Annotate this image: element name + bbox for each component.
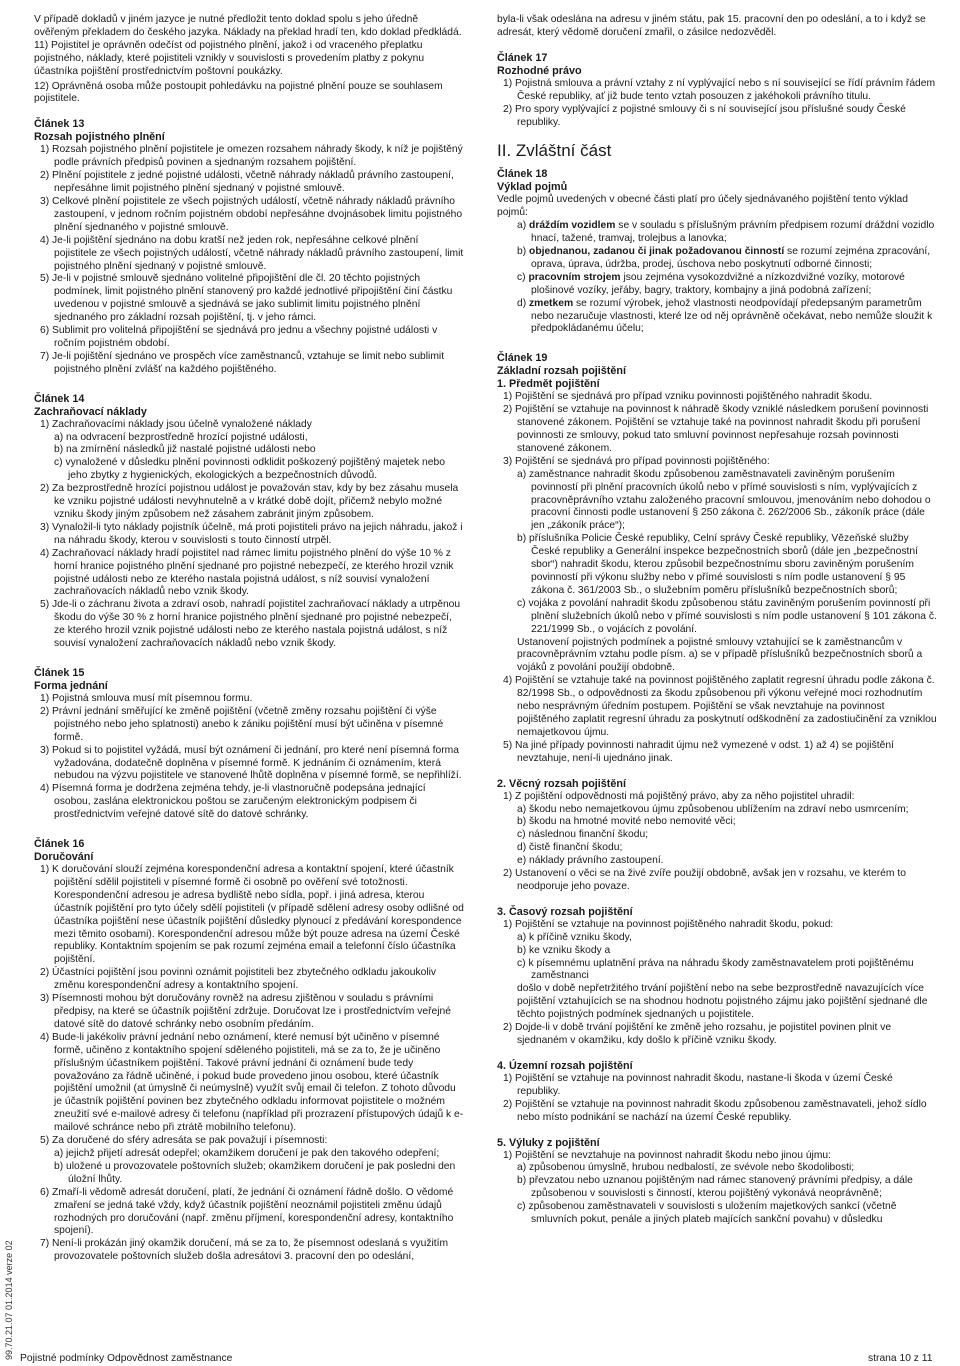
s1-letter: c) vojáka z povolání nahradit škodu způsobenou státu zaviněným porušením povinností při plnění služebních úkolů nebo v přímé souvislosti s ním podle ustanovení § 101 zákona č. 221/1999 Sb., o vojácích z povolání.	[517, 597, 937, 635]
a18-letter-text: se v souladu s příslušným právním předpisem rozumí dráždní vozidlo hnací, tažené, tramvaj, trolejbus a lanovka;	[531, 220, 935, 245]
page-number: strana 10 z 11	[868, 1353, 933, 1364]
a18-term: pracovním strojem	[528, 271, 621, 283]
a18-letter-prefix: d)	[517, 297, 530, 309]
a16-letter: a) jejichž přijetí adresát odepřel; okamžikem doručení je pak den takového odepření;	[54, 1147, 440, 1159]
s3-continuation: došlo v době nepřetržitého trvání pojištění nebo na sebe bezprostředně navazujících více pojištění vztahujících se na shodnou hodnotu pojistného zájmu jako pojištění sjednané dle těchto pojistných podmínek sjednaných u pojistitele.	[517, 983, 928, 1021]
a14-item: 2) Za bezprostředně hrozící pojistnou událost je považován stav, kdy by bez zásahu musela ke vzniku pojistné události nevyhnutelně a v krátké době dojít, přičemž nebylo možné vzniku škody jiným způsobem než zásahem zabránit jiným způsobem.	[40, 483, 459, 520]
a16-item: 3) Písemnosti mohou být doručovány rovněž na adresu zjištěnou v souladu s právními předpisy, na které se účastník pojištění zdržuje. Doručovat lze i prostřednictvím veřejné datové sítě do datové schránky nebo osobním předáním.	[40, 993, 451, 1030]
s3-item: 2) Dojde-li v době trvání pojištění ke změně jeho rozsahu, je pojistitel povinen plnit ve sjednaném v okamžiku, kdy došlo k příčině vzniku škody.	[503, 1022, 892, 1046]
a18-letter	[497, 298, 937, 337]
a14-letter: a) na odvracení bezprostředně hrozící pojistné události,	[54, 431, 308, 443]
s5-letter: c) způsobenou zaměstnavateli v souvislosti s uložením majetkových sankcí (včetně smluvních pokut, penále a jiných plateb majících sankční povahu) v důsledku	[517, 1201, 897, 1226]
article-19-title: Článek 19	[497, 352, 548, 365]
s5-letter: b) převzatou nebo uznanou pojištěným nad rámec stanovený právními předpisy, a dále způsobenou v souvislosti s činností, kterou pojištěný vykonává neoprávněně;	[517, 1175, 913, 1200]
a14-item: 5) Jde-li o záchranu života a zdraví osob, nahradí pojistitel zachraňovací náklady a utrpěnou škodu do výše 30 % z horní hranice pojistného plnění sjednané pro pojistné nebezpečí, ze kterého hrozil vznik pojistné události nebo ze kterého nastala pojistná událost, s níž souvisí vynaložení zachraňovacích nákladů nebo vznik škody.	[40, 599, 461, 650]
a18-letter-prefix: c)	[517, 271, 529, 283]
intro-paragraph: V případě dokladů v jiném jazyce je nutné předložit tento doklad spolu s jeho úředně ověřeným překladem do českého jazyka. Náklady na překlad hradí ten, kdo doklad předkládá.	[34, 14, 462, 38]
a16-item: 2) Účastníci pojištění jsou povinni oznámit pojistiteli bez zbytečného odkladu jakoukoliv změnu korespondenční adresy a kontaktního spojení.	[40, 967, 437, 992]
article-16-subtitle: Doručování	[34, 851, 94, 864]
a13-item: 7) Je-li pojištění sjednáno ve prospěch více zaměstnanců, vztahuje se limit nebo sublimit pojistného plnění zvlášť na každého pojištěného.	[40, 350, 445, 375]
part-heading: II. Zvláštní část	[497, 141, 612, 161]
a14-item: 1) Zachraňovacími náklady jsou účelně vynaložené náklady	[40, 418, 312, 430]
a18-intro: Vedle pojmů uvedených v obecné části platí pro účely sjednávaného pojištění tento výklad pojmů:	[497, 194, 908, 219]
s2-letter: b) škodu na hmotné movité nebo nemovité věci;	[517, 816, 736, 828]
s3-letter: c) k písemnému uplatnění práva na náhradu škody zaměstnavatelem proti pojištěnému zaměstnanci	[517, 957, 914, 982]
a14-item: 3) Vynaložil-li tyto náklady pojistník účelně, má proti pojistiteli právo na jejich náhradu, jakož i na náhradu škody, kterou v souvislosti s touto činností utrpěl.	[40, 521, 463, 546]
a13-item: 4) Je-li pojištění sjednáno na dobu kratší než jeden rok, nepřesáhne celkové plnění pojistitele ze všech pojistných událostí, včetně náhrady nákladů právního zastoupení, limit pojistného plnění sjednaný v pojistné smlouvě.	[40, 234, 464, 272]
a18-letter-text: jsou zejména vysokozdvižné a nízkozdvižné vozíky, motorové plošinové vozíky, jeřáby, bagry, traktory, kombajny a jiná podobná zařízení;	[531, 271, 905, 296]
article-13-subtitle: Rozsah pojistného plnění	[34, 131, 165, 144]
s1-item: 3) Pojištění se sjednává pro případ povinnosti pojištěného:	[503, 455, 770, 467]
a16-item: 6) Zmaří-li vědomě adresát doručení, platí, že jednání či oznámení řádně došlo. O vědomé zmaření se jedná také vždy, když účastník pojištění neoznámil pojistiteli změnu údajů rozhodných pro doručování (např. změnu příjmení, korespondenční adresy, kontaktního spojení).	[40, 1186, 454, 1237]
a13-item: 1) Rozsah pojistného plnění pojistitele je omezen rozsahem náhrady škody, k níž je pojištěný podle právních předpisů povinen a sjednaným rozsahem pojištění.	[40, 144, 463, 169]
section-5-title: 5. Výluky z pojištění	[497, 1136, 600, 1149]
s1-item: 5) Na jiné případy povinnosti nahradit újmu než vymezené v odst. 1) až 4) se pojištění nevztahuje, není-li ujednáno jinak.	[503, 739, 894, 764]
paragraph-11: 11) Pojistitel je oprávněn odečíst od pojistného plnění, jakož i od vraceného přeplatku pojistného, náklady, které pojistiteli vznikly v souvislosti s provedením platby z pokynu účastníka pojištění prostřednictvím poštovní poukázky.	[34, 39, 425, 77]
article-14-title: Článek 14	[34, 392, 85, 405]
a18-letter-prefix: b)	[517, 245, 530, 257]
s2-letter: d) čistě finanční škodu;	[517, 842, 623, 854]
a13-item: 5) Je-li v pojistné smlouvě sjednáno volitelné připojištění dle čl. 20 těchto pojistných podmínek, limit pojistného plnění stanovený pro každé jednotlivé připojištění činí částku uvedenou v pojistné smlouvě a sjednává se jako sublimit limitu pojistného plnění sjednaného pro základní rozsah pojištění, tj. v jeho rámci.	[40, 273, 453, 324]
a18-letter-text: se rozumí výrobek, jehož vlastnosti neodpovídají předepsaným parametrům nebo nezaručuje vlastnosti, které lze od něj oprávněně očekávat, nebo nemůže sloužit k předpokládanému účelu;	[531, 297, 933, 335]
s2-item: 1) Z pojištění odpovědnosti má pojištěný právo, aby za něho pojistitel uhradil:	[503, 790, 855, 802]
a14-letter: b) na zmírnění následků již nastalé pojistné události nebo	[54, 444, 316, 456]
article-15-subtitle: Forma jednání	[34, 679, 108, 692]
paragraph-12: 12) Oprávněná osoba může postoupit pohledávku na pojistné plnění pouze se souhlasem pojistitele.	[34, 80, 443, 105]
s4-item: 2) Pojištění se vztahuje na povinnost nahradit škodu způsobenou zaměstnavateli, jehož sídlo nebo místo podnikání se nachází na území České republiky.	[503, 1098, 927, 1123]
s1-letter: a) zaměstnance nahradit škodu způsobenou zaměstnavateli zaviněným porušením povinností při plnění pracovních úkolů nebo v přímé souvislosti s ním, vyplývajících z pracovněprávního vztahu založeného pracovní smlouvou, jmenováním nebo dohodou o pracovní činnosti podle ustanovení § 250 zákona č. 262/2006 Sb., zákoník práce (dále jen „zákoník práce“);	[517, 468, 931, 532]
s3-item: 1) Pojištění se vztahuje na povinnost pojištěného nahradit škodu, pokud:	[503, 918, 834, 930]
s1-item: 2) Pojištění se vztahuje na povinnost k náhradě škody vzniklé následkem porušení povinnosti stanovené zákonem. Pojištění se vztahuje také na povinnost nahradit škodu při porušení povinnosti ze smlouvy, pokud tato smluvní povinnost nepřesahuje rozsah povinnosti stanovené zákonem.	[503, 404, 929, 454]
article-13-title: Článek 13	[34, 118, 85, 131]
article-14-subtitle: Zachraňovací náklady	[34, 405, 147, 418]
a18-letter-prefix: a)	[517, 220, 530, 232]
section-3-title: 3. Časový rozsah pojištění	[497, 905, 633, 918]
a18-term: dráždím vozidlem	[529, 220, 616, 232]
a18-letter	[497, 220, 937, 246]
document-version-code: 99.70.21.07 01.2014 verze 02	[4, 1240, 14, 1360]
a15-item: 3) Pokud si to pojistitel vyžádá, musí být oznámení či jednání, pro které není písemná forma vyžadována, dodatečně doplněna v písemné formě. K jednáním či oznámením, která nebudou na výzvu pojistitele ve stanovené lhůtě doplněna v písemné formě, se nepřihlíží.	[40, 744, 462, 782]
right-column	[497, 14, 937, 1227]
a14-letter: c) vynaložené v důsledku plnění povinnosti odklidit poškozený pojištěný majetek nebo jeho zbytky z hygienických, ekologických a bezpečnostních důvodů.	[54, 457, 445, 482]
a15-item: 1) Pojistná smlouva musí mít písemnou formu.	[40, 692, 253, 704]
s1-item: 1) Pojištění se sjednává pro případ vzniku povinnosti pojištěného nahradit škodu.	[503, 391, 873, 403]
a15-item: 4) Písemná forma je dodržena zejména tehdy, je-li vlastnoručně podepsána jednající osobou, zaslána elektronickou poštou se zaručeným elektronickým podpisem či prostřednictvím veřejné datové sítě do datové schránky.	[40, 783, 426, 821]
left-column	[34, 14, 464, 1264]
s2-letter: e) náklady právního zastoupení.	[517, 855, 664, 867]
a13-item: 3) Celkové plnění pojistitele ze všech pojistných událostí, včetně náhrady nákladů právního zastoupení, v jednom ročním pojistném období nepřesáhne dvojnásobek limitu pojistného plnění sjednaného v pojistné smlouvě.	[40, 195, 463, 233]
a16-item: 5) Za doručené do sféry adresáta se pak považují i písemnosti:	[40, 1135, 328, 1147]
s3-letter: a) k příčině vzniku škody,	[517, 931, 632, 943]
a18-letter-text: se rozumí zejména zpracování, oprava, úprava, údržba, prodej, úschova nebo poskytnutí odborné činnosti;	[531, 245, 931, 270]
a17-item: 1) Pojistná smlouva a právní vztahy z ní vyplývající nebo s ní související se řídí právním řádem České republiky, ať již bude tento vztah posouzen z jakéhokoli právního titulu.	[503, 77, 936, 102]
section-2-title: 2. Věcný rozsah pojištění	[497, 777, 627, 790]
a16-item: 7) Není-li prokázán jiný okamžik doručení, má se za to, že písemnost odeslaná s využitím provozovatele poštovních služeb došla adresátovi 3. pracovní den po odeslání,	[40, 1238, 449, 1263]
s4-item: 1) Pojištění se vztahuje na povinnost nahradit škodu, nastane-li škoda v území České republiky.	[503, 1072, 893, 1097]
article-19-subtitle: Základní rozsah pojištění	[497, 365, 626, 378]
s2-letter: c) následnou finanční škodu;	[517, 829, 649, 841]
a16-item: 4) Bude-li jakékoliv právní jednání nebo oznámení, které nemusí být učiněno v písemné formě, učiněno z kontaktního spojení sděleného pojistiteli, má se za to, že je učiněno příslušným účastníkem pojištění. Takové právní jednání či oznámení bude tedy považováno za řádně učiněné, i pokud bude provedeno jinou osobou, které účastník pojištění umožnil (at úmyslně či neúmyslně) využít svůj email či telefon. Z tohoto důvodu je účastník pojištění povinen bez zbytečného odkladu informovat pojistitele o možném zneužití své e-mailové adresy či telefonu (například při prozrazení přístupových údajů k e-mailové schránce nebo při ztrátě mobilního telefonu).	[40, 1031, 464, 1134]
a18-term: zmetkem	[529, 297, 574, 309]
a18-term: objednanou, zadanou či jinak požadovanou činností	[529, 245, 785, 257]
article-17-subtitle: Rozhodné právo	[497, 64, 582, 77]
s2-item: 2) Ustanovení o věci se na živé zvíře použijí obdobně, avšak jen v rozsahu, ve kterém to neodporuje jeho povaze.	[503, 868, 906, 892]
a16-item: 1) K doručování slouží zejména korespondenční adresa a kontaktní spojení, které účastník pojištění sdělil pojistiteli v písemné formě či osobně po ověření své totožnosti. Korespondenční adresou je adresa bydliště nebo sídla, popř. i jiná adresa, kterou účastník pojištění pro tyto účely sdělí pojistiteli (v případě sdělení adresy osoby odlišné od účastníka pojištění nese účastník pojištění důsledky plynoucí z předávání korespondence mezi těmito osobami). Korespondenční adresou může být pouze adresa na území České republiky. Kontaktním spojením se pak rozumí zejména email a telefonní číslo účastníka pojištění.	[40, 864, 464, 966]
s5-letter: a) způsobenou úmyslně, hrubou nedbalostí, ze svévole nebo škodolibosti;	[517, 1162, 855, 1174]
section-1-title: 1. Předmět pojištění	[497, 378, 600, 391]
s1-letter: b) příslušníka Policie České republiky, Celní správy České republiky, Vězeňské služby České republiky a Generální inspekce bezpečnostních sborů (dále jen „bezpečnostní sbor“) nahradit škodu, kterou způsobil bezpečnostnímu sboru zaviněným porušením povinností při výkonu služby nebo v přímé souvislosti s ním podle ustanovení § 95 zákona č. 361/2003 Sb., o služebním poměru příslušníků bezpečnostních sborů;	[517, 533, 918, 596]
article-15-title: Článek 15	[34, 666, 85, 679]
s1-item: 4) Pojištění se vztahuje také na povinnost pojištěného zaplatit regresní úhradu podle zákona č. 82/1998 Sb., o odpovědnosti za škodu způsobenou při výkonu veřejné moci rozhodnutím nebo nesprávným úředním postupem. Pojištění se však nevztahuje na povinnost pojištěného zaplatit regresní úhradu za poskytnutí odškodnění za zadostiučinění za vzniklou nemajetkovou újmu.	[503, 675, 937, 738]
article-18-title: Článek 18	[497, 168, 548, 181]
s3-letter: b) ke vzniku škody a	[517, 944, 611, 956]
article-16-title: Článek 16	[34, 838, 85, 851]
footer-title: Pojistné podmínky Odpovědnost zaměstnance	[20, 1353, 233, 1364]
article-17-title: Článek 17	[497, 51, 548, 64]
a13-item: 2) Plnění pojistitele z jedné pojistné události, včetně náhrady nákladů právního zastoupení, nepřesáhne limit pojistného plnění sjednaný v pojistné smlouvě.	[40, 170, 454, 195]
s1-continuation: Ustanovení pojistných podmínek a pojistné smlouvy vztahující se k zaměstnancům v pracovněprávním vztahu podle písm. a) se v případě příslušníků bezpečnostních sborů a vojáků z povolání použijí obdobně.	[517, 636, 923, 674]
section-4-title: 4. Územní rozsah pojištění	[497, 1059, 633, 1072]
continued-paragraph: byla-li však odeslána na adresu v jiném státu, pak 15. pracovní den po odeslání, a to i když se adresát, který vědomě doručení zmařil, o zásilce nedozvěděl.	[497, 14, 926, 38]
a18-letter	[497, 272, 937, 298]
a15-item: 2) Právní jednání směřující ke změně pojištění (včetně změny rozsahu pojištění či výše pojistného nebo jeho splatnosti) anebo k zániku pojištění musí být učiněna v písemné formě.	[40, 705, 444, 743]
a18-letter	[497, 246, 937, 272]
a16-letter: b) uložené u provozovatele poštovních služeb; okamžikem doručení je pak posledni den úložní lhůty.	[54, 1160, 456, 1185]
a13-item: 6) Sublimit pro volitelná připojištění se sjednává pro jednu a všechny pojistné události v ročním pojistném období.	[40, 325, 438, 349]
s2-letter: a) škodu nebo nemajetkovou újmu způsobenou ublížením na zdraví nebo usmrcením;	[517, 803, 909, 815]
s5-item: 1) Pojištění se nevztahuje na povinnost nahradit škodu nebo jinou újmu:	[503, 1149, 831, 1161]
a17-item: 2) Pro spory vyplývající z pojistné smlouvy či s ní související jsou příslušné soudy České republiky.	[503, 103, 906, 128]
a14-item: 4) Zachraňovací náklady hradí pojistitel nad rámec limitu pojistného plnění do výše 10 % z horní hranice pojistného plnění sjednané pro pojistné nebezpečí, ze kterého hrozil vznik pojistné události nebo ze kterého nastala pojistná událost, s níž souvisí vynaložení zachraňovacích nákladů nebo vznik škody.	[40, 547, 454, 598]
article-18-subtitle: Výklad pojmů	[497, 181, 568, 194]
